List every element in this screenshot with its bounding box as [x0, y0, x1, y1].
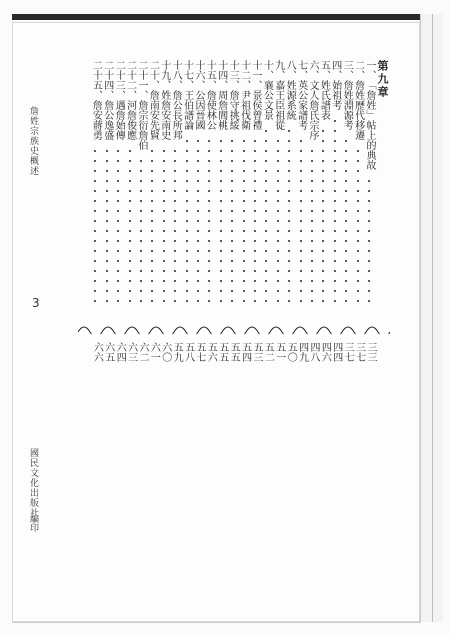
toc-entry-page: 四九	[296, 342, 308, 362]
toc-entry-index: 十、	[261, 60, 273, 80]
toc-leader-dots	[300, 136, 302, 308]
toc-entry-page: 五四	[239, 342, 251, 362]
toc-leader-dots	[322, 126, 324, 308]
publisher-name: 國民文化出版社	[28, 448, 38, 518]
toc-entry-title: 「詹姓」帖上的典故	[364, 80, 375, 170]
toc-entry-page: 六六	[91, 342, 103, 362]
toc-entry-page: 五二	[262, 342, 274, 362]
toc-entry	[261, 60, 272, 318]
toc-entry	[193, 60, 204, 318]
toc-leader-dots	[186, 136, 188, 308]
toc-entry	[307, 60, 318, 318]
toc-entry-index: 二十一、	[136, 60, 147, 100]
toc-leader-dots	[345, 136, 347, 308]
toc-entry-title: 詹安蔣勇	[90, 100, 102, 140]
toc-entry-page: 五九	[171, 342, 183, 362]
toc-entry-index: 六、	[307, 60, 318, 80]
toc-entry-index: 七、	[295, 60, 307, 80]
toc-entry-page: 三三	[365, 342, 376, 362]
publisher-code: 編印	[28, 514, 38, 532]
toc-entry	[239, 60, 250, 318]
toc-entry-title: 遇詹始傳	[113, 100, 125, 140]
toc-leader-dots	[368, 176, 370, 308]
toc-leader-dots	[231, 136, 233, 308]
toc-entry-page: 五八	[182, 342, 194, 362]
toc-entry-index: 十三、	[227, 60, 239, 90]
toc-entry-index: 十一、	[250, 60, 261, 90]
toc-leader-dots	[220, 136, 222, 308]
toc-entry-title: 尹祖伐衛	[238, 90, 250, 130]
toc-entry	[353, 60, 364, 318]
toc-entry-index: 十五、	[204, 60, 216, 90]
toc-entry-title: 姓源系統	[284, 80, 296, 120]
toc-entry-index: 十八、	[170, 60, 182, 90]
toc-entry-title: 嘉王臣祖從	[272, 80, 284, 130]
toc-entry-index: 十七、	[181, 60, 193, 90]
toc-entry-title: 王伯譜論	[181, 90, 193, 130]
toc-entry-index: 一、	[364, 60, 375, 80]
toc-entry	[147, 60, 158, 318]
toc-entry-page: 四六	[319, 342, 331, 362]
toc-entry-title: 詹使林公	[204, 90, 216, 130]
toc-entry-index: 十四、	[215, 60, 227, 90]
toc-entry	[125, 60, 136, 318]
toc-leader-dots	[140, 156, 142, 308]
toc-entry-index: 十二、	[238, 60, 250, 90]
toc-entry	[159, 60, 170, 318]
toc-entry-index: 八、	[284, 60, 296, 80]
toc-entry-page: 三七	[353, 342, 365, 362]
toc-entry-page: 六二	[137, 342, 148, 362]
toc-entry-page: 六四	[114, 342, 126, 362]
toc-entry-index: 九、	[272, 60, 284, 80]
toc-entry	[204, 60, 215, 318]
toc-entry-title: 姓詹安南史	[158, 90, 170, 140]
toc-entry-page: 五六	[205, 342, 217, 362]
toc-entry-title: 詹守挑綏	[227, 90, 239, 130]
toc-entry-page: 六一	[148, 342, 160, 362]
toc-entry	[113, 60, 124, 318]
toc-entry-index: 五、	[318, 60, 330, 80]
toc-entry-title: 詹宗衍詹伯	[136, 100, 147, 150]
toc-entry-index: 二十四、	[101, 60, 113, 100]
toc-leader-dots	[129, 146, 131, 308]
toc-entry-page: 六〇	[159, 342, 171, 362]
toc-entry-index: 十九、	[158, 60, 170, 90]
toc-entry-title: 始祖考	[329, 80, 341, 110]
toc-entry-title: 英公家譜考	[295, 80, 307, 130]
toc-leader-dots	[151, 146, 153, 308]
toc-leader-dots	[106, 146, 108, 308]
toc-entry-index: 三、	[341, 60, 353, 80]
toc-entry-index: 二十五、	[90, 60, 102, 100]
toc-entry-title: 景侯曾禮	[250, 90, 261, 130]
toc-entry-page: 六五	[102, 342, 114, 362]
toc-entry-index: 二十、	[147, 60, 159, 90]
toc-heading: 第九章	[376, 60, 389, 99]
toc-entry-index: 十六、	[193, 60, 204, 90]
toc-entry	[182, 60, 193, 318]
toc-entry-title: 詹公長所邦	[170, 90, 182, 140]
toc-entry	[170, 60, 181, 318]
toc-entry-title: 公因晉國	[193, 90, 204, 130]
toc-entry-title: 文人詹氏宗序	[307, 80, 318, 140]
toc-entry	[330, 60, 341, 318]
toc-entry-title: 詹南安先賢	[147, 90, 159, 140]
toc-leader-dots	[243, 136, 245, 308]
page-edge-line	[432, 14, 433, 622]
toc-entry-page: 四四	[330, 342, 342, 362]
toc-leader-dots	[357, 146, 359, 308]
toc-entry-title: 詹公逸盛	[101, 100, 113, 140]
toc-entry-index: 二十三、	[113, 60, 125, 100]
toc-entry-page: 五〇	[285, 342, 297, 362]
toc-leader-dots	[174, 146, 176, 308]
toc-entry-title: 河詹俊應	[124, 100, 136, 140]
toc-entry	[136, 60, 147, 318]
toc-entry-page: 五五	[216, 342, 228, 362]
toc-leader-dots	[277, 136, 279, 308]
toc-entry-index: 四、	[329, 60, 341, 80]
toc-leader-dots	[208, 136, 210, 308]
toc-entry-title: 詹姓歷代移遷	[352, 80, 364, 140]
top-rule	[12, 14, 442, 20]
toc-entry-page: 五一	[273, 342, 285, 362]
toc-leader-dots	[254, 136, 256, 308]
toc-entry-title: 襄公文景	[261, 80, 273, 120]
page-number: 3	[32, 296, 40, 310]
toc-entry-title: 姓氏譜表	[318, 80, 330, 120]
toc-entry	[318, 60, 329, 318]
toc-entry-index: 二十二、	[124, 60, 136, 100]
toc-leader-dots	[117, 146, 119, 308]
running-head: 詹姓宗族史概述	[28, 106, 38, 176]
toc-entry	[273, 60, 284, 318]
toc-leader-dots	[334, 116, 336, 308]
toc-entry-title: 周詹閭桃	[215, 90, 227, 130]
toc-entry-page: 五三	[251, 342, 262, 362]
toc-entry	[90, 60, 101, 318]
toc-leader-dots	[265, 126, 267, 308]
toc-entry-page: 三七	[342, 342, 354, 362]
toc-entry	[227, 60, 238, 318]
wave-divider	[78, 322, 390, 334]
toc-entry-title: 詹姓淵源考	[341, 80, 353, 130]
toc-leader-dots	[288, 126, 290, 308]
toc-leader-dots	[197, 136, 199, 308]
toc-entry	[296, 60, 307, 318]
toc-leader-dots	[163, 146, 165, 308]
toc-entry	[341, 60, 352, 318]
toc-leader-dots	[311, 146, 313, 308]
toc-entry-index: 二、	[352, 60, 364, 80]
toc-entry	[102, 60, 113, 318]
toc-entry-page: 五七	[194, 342, 205, 362]
toc-entry-page: 四八	[308, 342, 319, 362]
toc-entry-page: 六三	[125, 342, 137, 362]
toc-leader-dots	[94, 146, 96, 308]
toc-entry	[364, 60, 375, 318]
toc-entry	[250, 60, 261, 318]
toc-entry	[216, 60, 227, 318]
toc-entry	[284, 60, 295, 318]
toc-entry-page: 五五	[228, 342, 240, 362]
